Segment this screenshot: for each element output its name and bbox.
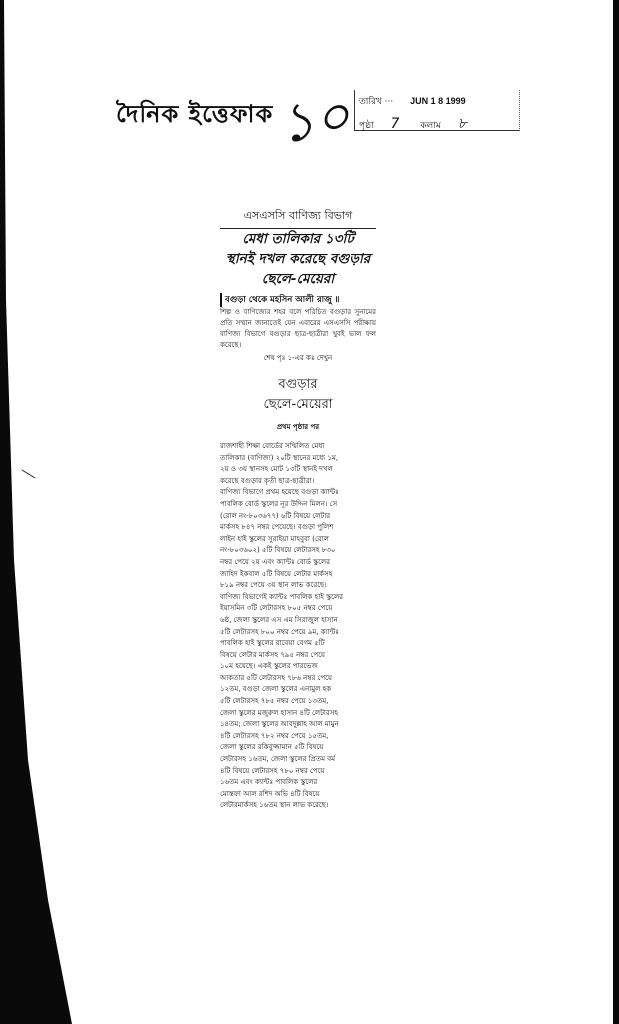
body-line: তালিকার (বাণিজ্য) ২০টি স্থানের মধ্যে ১ম, [220,453,339,462]
body-line: রাজশাহী শিক্ষা বোর্ডের সম্মিলিত মেধা [220,442,325,450]
body-line: ২য় ও ৩য় স্থানসহ মোট ১৩টি স্থানই দখল [220,465,333,474]
body-text [220,441,376,812]
headline-line: স্থানই দখল করেছে বগুড়ার [225,251,371,267]
body-line: ১২তম, বগুড়া জেলা স্কুলের এনামুল হক [220,685,332,694]
clipping-stamp: তারিখ ··· JUN 1 8 1999 পৃষ্ঠা 7 কলাম ৮ [354,90,520,131]
body-line: পাবলিক বোর্ড স্কুলের নূর উদ্দিন মিলন। সে [220,499,338,508]
column-value: ৮ [457,116,467,132]
body-line: ৬ষ্ঠ, জেলা স্কুলের এস এম সিরাজুল হাসান [220,615,338,624]
body-line: নম্বর পেয়ে ২য় এবং ক্যান্টঃ বোর্ড স্কুলের [220,557,330,566]
continuation-headline: বগুড়ার [278,377,318,392]
body-line: মোস্তফা আল রশিদ অভি ৪টি বিষয়ে [220,789,320,798]
body-line: ৪টি বিষয়ে লেটারসহ ৭৮০ নম্বর পেয়ে [220,766,325,775]
continuation-headline: ছেলে-মেয়েরা [263,397,333,412]
body-line: ১৪তম; জেলা স্কুলের আবদুল্লাহ আল মামুন [220,720,339,729]
page-label: পৃষ্ঠা [359,121,374,131]
body-line: ৮১৯ নম্বর পেয়ে ৩য় স্থান লাভ করেছে। [220,581,327,590]
scan-border-right [613,0,619,1024]
from-page-label: প্রথম পৃষ্ঠার পর [276,423,320,431]
body-line: মার্কসহ ৮৪৭ নম্বর পেয়েছে। বগুড়া পুলিশ [220,523,334,532]
lead-paragraph: শিল্প ও বাণিজ্যের শহর বলে পরিচিত বগুড়ার সুনামের প্রতি সম্মান জানাতেই যেন এবারের এসএসসি পরীক্ষায় বাণিজ্য বিভাগে বগুড়ার ছাত্র-ছাত্রীরা খুবই ভাল ফল করেছে। [220,308,376,349]
body-line: লেটারমার্কসহ ১৬তম স্থান লাভ করেছে। [220,801,329,810]
body-line: ৫টি লেটারসহ ৭৮৫ নম্বর পেয়ে ১৩তম, [220,697,329,706]
page-value: 7 [390,116,400,132]
body-line: ইয়াসমিন ৩টি লেটারসহ ৮০৫ নম্বর পেয়ে [220,604,333,613]
body-line: পাবলিক হাই স্কুলের রাবেয়া বেগম ৫টি [220,639,325,648]
article-kicker: এসএসসি বাণিজ্য বিভাগ [220,205,376,229]
body-line: নং-৮০৩৬০২) ৫টি বিষয়ে লেটারসহ ৮৩০ [220,546,336,555]
body-line: করেছে বগুড়ার কৃতী ছাত্র-ছাত্রীরা। [220,476,315,485]
article-front [220,205,376,364]
body-line: লাইন হাই স্কুলের সুরাইয়া মাহবুবা (রোল [220,534,329,543]
headline-line: ছেলে-মেয়েরা [261,271,335,287]
date-value: JUN 1 8 1999 [410,96,466,106]
body-line: ১৬তম এবং ক্যান্টঃ পাবলিক স্কুলের [220,778,318,787]
body-line: ৫টি লেটারসহ ৮০০ নম্বর পেয়ে ৯ম, ক্যান্টঃ [220,627,339,636]
article-continuation [220,375,376,812]
continued-note: শেষ পৃঃ ১-এর কঃ দেখুন [263,354,333,362]
handwritten-number: ১০ [275,83,354,156]
body-line: ১০ম হয়েছে। একই স্কুলের পারভেজ [220,662,318,671]
body-line: জেলা স্কুলের রকিবুজ্জামান ৫টি বিষয়ে [220,743,324,752]
column-label: কলাম [420,121,441,131]
body-line: ৪টি লেটারসহ ৭৮২ নম্বর পেয়ে ১৫তম, [220,731,329,740]
body-line: বিষয়ে লেটার মার্কসহ ৭৯৫ নম্বর পেয়ে [220,650,326,659]
headline-line: মেধা তালিকার ১৩টি [242,231,354,247]
body-line: জেলা স্কুলের মজুরুল হাসান ৪টি লেটারসহ [220,708,339,717]
body-line: আকতার ৫টি লেটারসহ ৭৮৬ নম্বর পেয়ে [220,673,333,682]
body-line: বাণিজ্য বিভাগে প্রথম হয়েছে বগুড়া ক্যান্টঃ [220,488,339,497]
body-line: জাহিদ ইকবাল ৫টি বিষয়ে লেটার মার্কসহ [220,569,333,578]
body-line: (রোল নং-৮০৩৬৭৭) ৬টি বিষয়ে লেটার [220,511,331,520]
date-label: তারিখ [359,97,382,107]
newspaper-masthead: দৈনিক ইত্তেফাক [116,100,274,128]
byline: বগুড়া থেকে মহসিন আলী রাজু ॥ [220,293,376,307]
body-line: লেটারসহ ১৬তম, জেলা স্কুলের প্রিতম বর্ম [220,755,336,764]
body-line: বাণিজ্য বিভাগেই ক্যান্টঃ পাবলিক হাই স্কুলের [220,592,344,601]
